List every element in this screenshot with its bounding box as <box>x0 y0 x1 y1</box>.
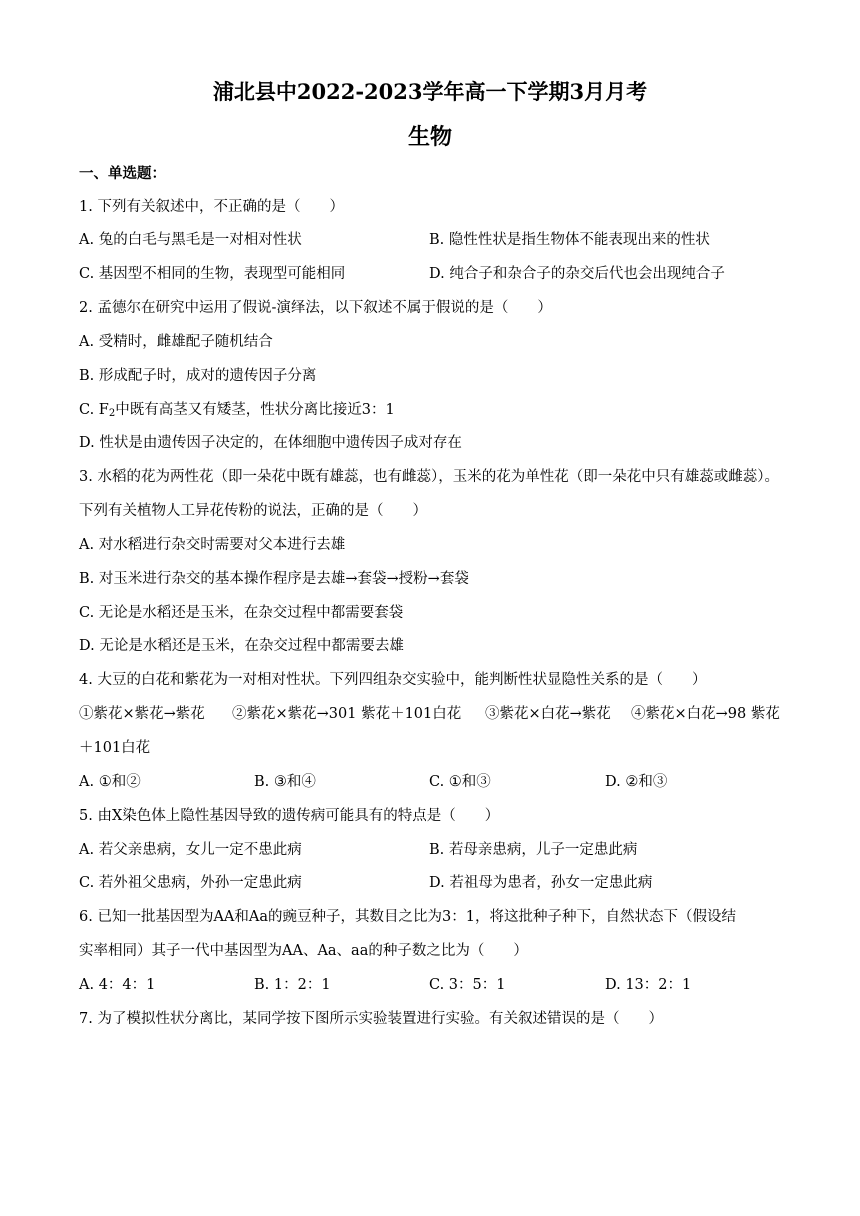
q4-experiment-2: ②紫花×紫花→301 紫花＋101白花 <box>232 706 462 722</box>
q2-option-c <box>79 400 395 424</box>
q1-option-a: A. 兔的白毛与黑毛是一对相对性状 <box>79 232 302 248</box>
q4-experiment-4: ④紫花×白花→98 紫花 <box>631 706 780 722</box>
exam-subject: 生物 <box>407 124 452 150</box>
section-heading: 一、单选题： <box>79 165 166 182</box>
q3-option-d: D. 无论是水稻还是玉米，在杂交过程中都需要去雄 <box>79 638 404 654</box>
q3-option-c: C. 无论是水稻还是玉米，在杂交过程中都需要套袋 <box>79 605 404 621</box>
q5-option-c: C. 若外祖父患病，外孙一定患此病 <box>79 875 302 891</box>
q4-stem: 4. 大豆的白花和紫花为一对相对性状。下列四组杂交实验中，能判断性状显隐性关系的是（ ） <box>79 672 707 688</box>
q4-experiment-3: ③紫花×白花→紫花 <box>485 706 611 722</box>
q3-stem-line1: 3. 水稻的花为两性花（即一朵花中既有雄蕊，也有雌蕊），玉米的花为单性花（即一朵花中只有雄蕊或雌蕊）。 <box>79 469 779 485</box>
q4-option-c: C. ①和③ <box>429 774 491 790</box>
q2-option-c-prefix: C. F <box>79 402 109 418</box>
q7-stem: 7. 为了模拟性状分离比，某同学按下图所示实验装置进行实验。有关叙述错误的是（ ） <box>79 1011 663 1027</box>
q2-stem: 2. 孟德尔在研究中运用了假说-演绎法，以下叙述不属于假说的是（ ） <box>79 300 552 316</box>
q6-option-d: D. 13：2：1 <box>605 977 692 993</box>
q2-option-a: A. 受精时，雌雄配子随机结合 <box>79 334 273 350</box>
q2-option-c-subscript: 2 <box>108 408 116 419</box>
q4-experiment-1: ①紫花×紫花→紫花 <box>79 706 205 722</box>
q6-stem-line1: 6. 已知一批基因型为AA和Aa的豌豆种子，其数目之比为3：1，将这批种子种下，自然状态下（假设结 <box>79 909 736 925</box>
q1-stem: 1. 下列有关叙述中，不正确的是（ ） <box>79 199 344 215</box>
q6-option-b: B. 1：2：1 <box>254 977 331 993</box>
q4-option-b: B. ③和④ <box>254 774 316 790</box>
q3-option-b: B. 对玉米进行杂交的基本操作程序是去雄→套袋→授粉→套袋 <box>79 571 469 587</box>
q1-option-b: B. 隐性性状是指生物体不能表现出来的性状 <box>429 232 710 248</box>
q6-option-c: C. 3：5：1 <box>429 977 506 993</box>
q1-option-c: C. 基因型不相同的生物，表现型可能相同 <box>79 266 346 282</box>
q5-option-a: A. 若父亲患病，女儿一定不患此病 <box>79 842 302 858</box>
q3-option-a: A. 对水稻进行杂交时需要对父本进行去雄 <box>79 537 346 553</box>
q2-option-d: D. 性状是由遗传因子决定的，在体细胞中遗传因子成对存在 <box>79 435 462 451</box>
q2-option-c-text: 中既有高茎又有矮茎，性状分离比接近3：1 <box>115 402 395 418</box>
q4-option-a: A. ①和② <box>79 774 141 790</box>
q2-option-b: B. 形成配子时，成对的遗传因子分离 <box>79 368 317 384</box>
q4-experiment-4-continued: ＋101白花 <box>79 740 151 756</box>
q5-stem: 5. 由X染色体上隐性基因导致的遗传病可能具有的特点是（ ） <box>79 808 500 824</box>
q6-stem-line2: 实率相同）其子一代中基因型为AA、Aa、aa的种子数之比为（ ） <box>79 943 528 959</box>
q5-option-d: D. 若祖母为患者，孙女一定患此病 <box>429 875 653 891</box>
q5-option-b: B. 若母亲患病，儿子一定患此病 <box>429 842 638 858</box>
q1-option-d: D. 纯合子和杂合子的杂交后代也会出现纯合子 <box>429 266 725 282</box>
q6-option-a: A. 4：4：1 <box>79 977 156 993</box>
exam-title: 浦北县中2022-2023学年高一下学期3月月考 <box>212 79 648 104</box>
q3-stem-line2: 下列有关植物人工异花传粉的说法，正确的是（ ） <box>79 503 427 519</box>
q4-option-d: D. ②和③ <box>605 774 668 790</box>
